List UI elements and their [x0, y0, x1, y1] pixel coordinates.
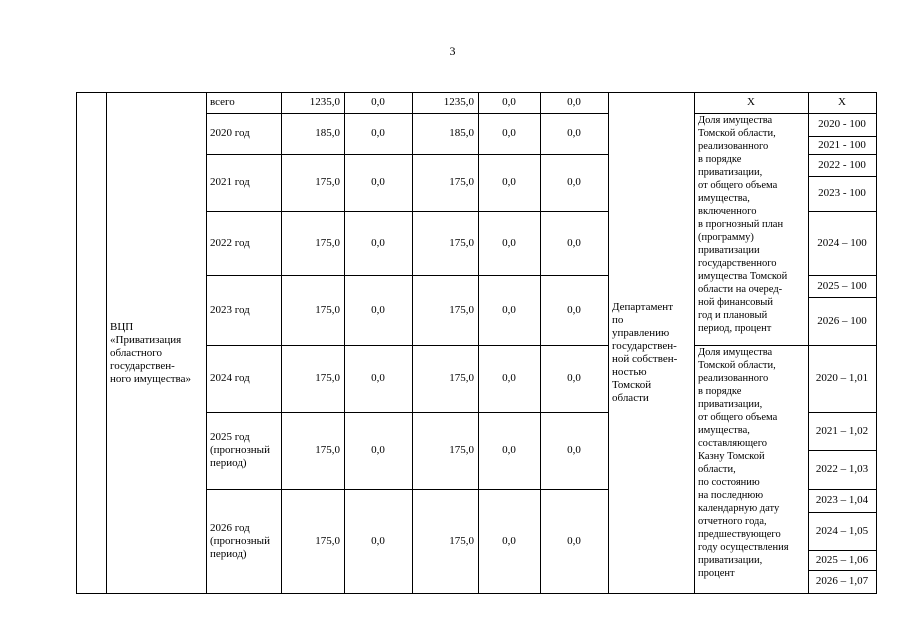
- value-cell: 175,0: [315, 303, 340, 316]
- column-line: [694, 92, 695, 594]
- table-border-left: [76, 92, 77, 594]
- value-line: [808, 136, 877, 137]
- table-border-right: [876, 92, 877, 594]
- indicator-description: Доля имущества Томской области, реализованного в порядке приватизации, от общего объема имущества, составляющего Казну Томской области, по состоянию на последнюю календарную дату отчетного года, предшествующего году осуществления приватизации, процент: [698, 347, 789, 579]
- row-line: [206, 412, 609, 413]
- page-number: 3: [449, 44, 456, 58]
- period-cell: 2024 год: [210, 372, 250, 384]
- row-line: [206, 275, 609, 276]
- indicator-value: 2026 – 100: [817, 314, 867, 327]
- value-cell: 0,0: [371, 444, 385, 456]
- indicator-value: 2025 – 1,06: [815, 553, 869, 566]
- value-cell: 0,0: [502, 236, 516, 249]
- value-cell: 175,0: [449, 444, 474, 456]
- value-cell: 0,0: [371, 534, 385, 547]
- indicator-value: 2026 – 1,07: [815, 575, 869, 587]
- indicator-value: 2020 – 1,01: [815, 372, 869, 384]
- column-line: [808, 92, 809, 594]
- table-border-bottom: [76, 593, 877, 594]
- row-line: [206, 154, 609, 155]
- row-line: [206, 113, 609, 114]
- value-cell: 0,0: [502, 96, 516, 108]
- value-line: [808, 176, 877, 177]
- value-line: [808, 512, 877, 513]
- value-line: [808, 412, 877, 413]
- value-cell: 175,0: [449, 236, 474, 249]
- column-line: [281, 92, 282, 594]
- value-cell: 175,0: [449, 534, 474, 547]
- value-cell: 0,0: [567, 236, 581, 249]
- period-cell: 2023 год: [210, 303, 250, 316]
- value-line: [808, 489, 877, 490]
- value-cell: 0,0: [567, 176, 581, 188]
- indicator-value: 2022 – 1,03: [815, 463, 869, 475]
- value-cell: 1235,0: [309, 96, 340, 108]
- value-line: [808, 154, 877, 155]
- value-cell: 0,0: [502, 444, 516, 456]
- value-cell: 0,0: [567, 96, 581, 108]
- value-cell: 0,0: [502, 372, 516, 384]
- column-line: [412, 92, 413, 594]
- indicator-value: 2021 - 100: [818, 138, 866, 151]
- value-cell: 0,0: [502, 176, 516, 188]
- value-cell: 175,0: [449, 176, 474, 188]
- value-cell: 0,0: [371, 236, 385, 249]
- value-cell: 0,0: [502, 303, 516, 316]
- value-cell: 0,0: [567, 534, 581, 547]
- value-cell: 0,0: [567, 303, 581, 316]
- value-cell: 0,0: [567, 372, 581, 384]
- value-cell: 0,0: [502, 127, 516, 139]
- indicator-description: Доля имущества Томской области, реализованного в порядке приватизации, от общего объема имущества, включенного в прогнозный план (программу) приватизации государственного имущества Томской области на очеред- ной финансовый год и плановый период, процент: [698, 115, 788, 334]
- value-cell: 0,0: [567, 127, 581, 139]
- value-cell: 0,0: [371, 372, 385, 384]
- indicator-value: 2022 - 100: [818, 158, 866, 171]
- value-cell: 0,0: [371, 303, 385, 316]
- value-cell: 1235,0: [443, 96, 474, 108]
- period-cell: всего: [210, 96, 235, 108]
- value-line: [808, 297, 877, 298]
- value-cell: 175,0: [315, 444, 340, 456]
- period-cell: 2022 год: [210, 236, 250, 249]
- executor-name: Департамент по управлению государствен- ной собствен- ностью Томской области: [612, 301, 678, 404]
- column-line: [344, 92, 345, 594]
- program-name: ВЦП «Приватизация областного государствен- ного имущества»: [110, 320, 191, 385]
- period-cell: 2021 год: [210, 176, 250, 188]
- value-cell: 175,0: [315, 372, 340, 384]
- indicator-value: 2023 – 1,04: [815, 494, 869, 506]
- value-cell: 0,0: [567, 444, 581, 456]
- value-line: [808, 550, 877, 551]
- x-mark: X: [838, 96, 846, 108]
- value-cell: 175,0: [449, 303, 474, 316]
- period-cell: 2026 год (прогнозный период): [210, 521, 270, 560]
- row-line: [206, 211, 609, 212]
- period-cell: 2025 год (прогнозный период): [210, 431, 270, 469]
- column-line: [106, 92, 107, 594]
- indicator-value: 2021 – 1,02: [815, 424, 869, 437]
- value-cell: 185,0: [315, 127, 340, 139]
- indicator-value: 2024 – 1,05: [815, 524, 869, 537]
- row-line: [206, 345, 609, 346]
- value-line: [808, 211, 877, 212]
- indicator-value: 2025 – 100: [817, 279, 867, 292]
- value-cell: 0,0: [502, 534, 516, 547]
- indicator-value: 2020 - 100: [818, 118, 866, 130]
- value-cell: 0,0: [371, 127, 385, 139]
- value-cell: 175,0: [315, 236, 340, 249]
- x-mark: X: [747, 96, 755, 108]
- value-line: [808, 450, 877, 451]
- value-cell: 175,0: [315, 534, 340, 547]
- column-line: [206, 92, 207, 594]
- value-cell: 0,0: [371, 96, 385, 108]
- column-line: [478, 92, 479, 594]
- row-line: [206, 489, 609, 490]
- value-cell: 185,0: [449, 127, 474, 139]
- value-cell: 175,0: [315, 176, 340, 188]
- indicator-value: 2023 - 100: [818, 187, 866, 199]
- column-line: [608, 92, 609, 594]
- indicator-value: 2024 – 100: [817, 236, 867, 249]
- table-border-top: [76, 92, 877, 93]
- value-line: [808, 570, 877, 571]
- value-cell: 0,0: [371, 176, 385, 188]
- column-line: [540, 92, 541, 594]
- value-cell: 175,0: [449, 372, 474, 384]
- period-cell: 2020 год: [210, 127, 250, 139]
- value-line: [808, 275, 877, 276]
